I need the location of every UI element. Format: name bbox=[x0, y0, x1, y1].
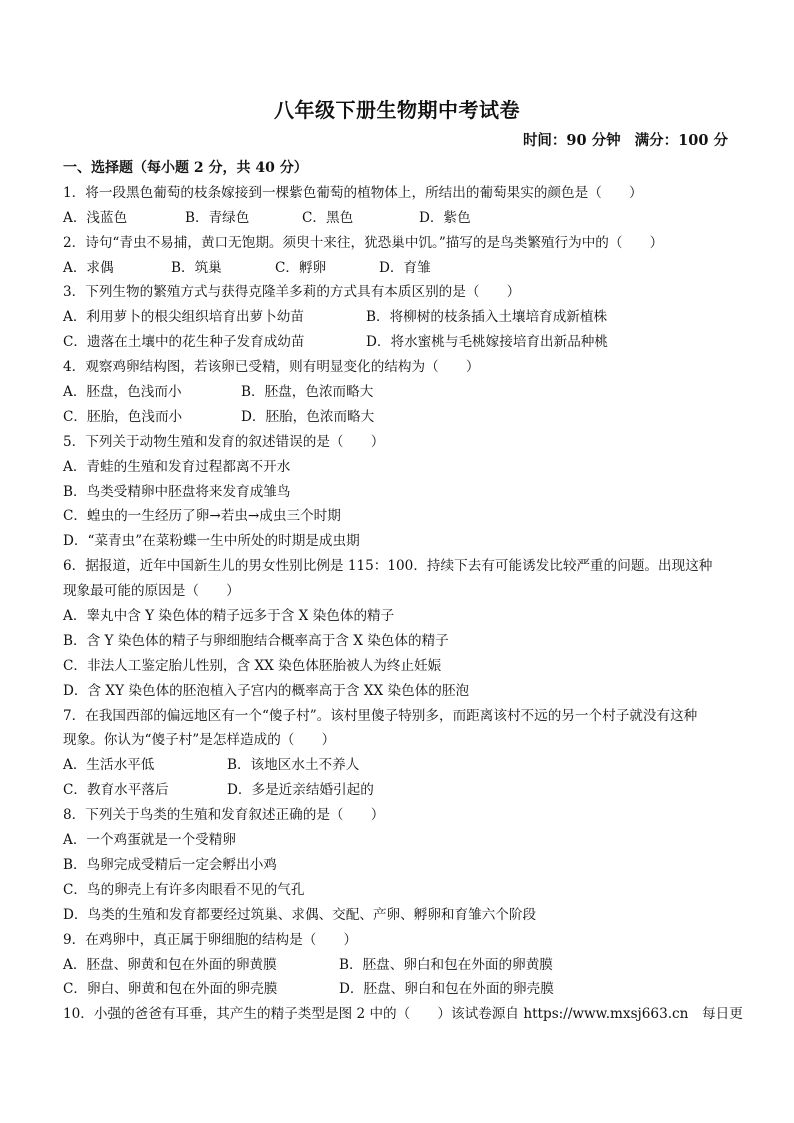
option-d: D．胚盘、卵白和包在外面的卵壳膜 bbox=[339, 981, 554, 998]
option-a: A．胚盘，色浅而小 bbox=[63, 384, 182, 401]
question-5-option-c: C．蝗虫的一生经历了卵→若虫→成虫三个时期 bbox=[63, 508, 341, 525]
question-7-options-row1 bbox=[63, 753, 733, 778]
exam-time-score bbox=[523, 131, 728, 151]
option-c: C．孵卵 bbox=[275, 259, 327, 276]
question-8-option-a: A．一个鸡蛋就是一个受精卵 bbox=[63, 832, 236, 849]
question-5-option-a: A．青蛙的生殖和发育过程都离不开水 bbox=[63, 458, 291, 475]
option-d: D．将水蜜桃与毛桃嫁接培育出新品种桃 bbox=[366, 334, 608, 351]
question-4-options-row2 bbox=[63, 405, 733, 430]
question-3-options-row2 bbox=[63, 330, 733, 355]
question-6-option-c: C．非法人工鉴定胎儿性别，含 XX 染色体胚胎被人为终止妊娠 bbox=[63, 657, 442, 674]
option-b: B．将柳树的枝条插入土壤培育成新植株 bbox=[366, 309, 608, 326]
option-b: B．青绿色 bbox=[185, 209, 250, 226]
question-6-stem-line1: 6．据报道，近年中国新生儿的男女性别比例是 115：100．持续下去有可能诱发比较严重的问题。出现这种 bbox=[63, 558, 713, 575]
question-7-stem-line2: 现象。你认为“傻子村”是怎样造成的（ ） bbox=[63, 732, 336, 749]
question-8-stem: 8．下列关于鸟类的生殖和发育叙述正确的是（ ） bbox=[63, 807, 385, 824]
section-heading: 一、选择题（每小题 2 分，共 40 分） bbox=[63, 160, 308, 176]
question-5-option-d: D．“菜青虫”在菜粉蝶一生中所处的时期是成虫期 bbox=[63, 533, 360, 550]
question-4-stem: 4．观察鸡卵结构图，若该卵已受精，则有明显变化的结构为（ ） bbox=[63, 359, 480, 376]
option-b: B．胚盘、卵白和包在外面的卵黄膜 bbox=[339, 956, 553, 973]
option-a: A．生活水平低 bbox=[63, 757, 155, 774]
question-7-options-row2 bbox=[63, 778, 733, 803]
question-7-stem-line1: 7．在我国西部的偏远地区有一个“傻子村”。该村里傻子特别多，而距离该村不远的另一个村子就没有这种 bbox=[63, 707, 698, 724]
question-6-option-a: A．睾丸中含 Y 染色体的精子远多于含 X 染色体的精子 bbox=[63, 608, 395, 625]
option-c: C．胚胎，色浅而小 bbox=[63, 408, 183, 425]
option-d: D．胚胎，色浓而略大 bbox=[241, 408, 375, 425]
exam-title: 八年级下册生物期中考试卷 bbox=[274, 98, 520, 122]
exam-content bbox=[63, 156, 743, 1027]
question-2-options bbox=[63, 256, 733, 281]
option-d: D．育雏 bbox=[379, 259, 431, 276]
question-1-options bbox=[63, 206, 733, 231]
exam-score: 满分：100 分 bbox=[634, 132, 728, 149]
question-2-stem: 2．诗句“青虫不易捕，黄口无饱期。须臾十来往，犹恐巢中饥。”描写的是鸟类繁殖行为中的（ ） bbox=[63, 234, 664, 251]
question-1-stem: 1．将一段黑色葡萄的枝条嫁接到一棵紫色葡萄的植物体上，所结出的葡萄果实的颜色是（ ） bbox=[63, 184, 643, 201]
option-b: B．该地区水土不养人 bbox=[227, 757, 360, 774]
option-c: C．教育水平落后 bbox=[63, 782, 169, 799]
question-8-option-d: D．鸟类的生殖和发育都要经过筑巢、求偶、交配、产卵、孵卵和育雏六个阶段 bbox=[63, 906, 537, 923]
option-a: A．浅蓝色 bbox=[63, 209, 128, 226]
option-b: B．胚盘，色浓而略大 bbox=[241, 384, 374, 401]
question-6-stem-line2: 现象最可能的原因是（ ） bbox=[63, 583, 240, 600]
question-9-stem: 9．在鸡卵中，真正属于卵细胞的结构是（ ） bbox=[63, 931, 358, 948]
option-a: A．利用萝卜的根尖组织培育出萝卜幼苗 bbox=[63, 309, 304, 326]
option-c: C．卵白、卵黄和包在外面的卵壳膜 bbox=[63, 981, 278, 998]
question-3-options-row1 bbox=[63, 305, 733, 330]
question-9-options-row2 bbox=[63, 977, 733, 1002]
option-c: C．遗落在土壤中的花生种子发育成幼苗 bbox=[63, 334, 305, 351]
exam-time: 时间：90 分钟 bbox=[522, 132, 621, 149]
question-4-options-row1 bbox=[63, 380, 733, 405]
question-8-option-c: C．鸟的卵壳上有许多肉眼看不见的气孔 bbox=[63, 881, 305, 898]
option-c: C．黑色 bbox=[302, 209, 354, 226]
question-10-stem: 10．小强的爸爸有耳垂，其产生的精子类型是图 2 中的（ ）该试卷源自 https://www.mxsj663.cn 每日更 bbox=[63, 1006, 743, 1023]
option-b: B．筑巢 bbox=[171, 259, 222, 276]
question-5-option-b: B．鸟类受精卵中胚盘将来发育成雏鸟 bbox=[63, 483, 291, 500]
question-6-option-b: B．含 Y 染色体的精子与卵细胞结合概率高于含 X 染色体的精子 bbox=[63, 632, 449, 649]
option-a: A．求偶 bbox=[63, 259, 114, 276]
question-9-options-row1 bbox=[63, 953, 733, 978]
question-8-option-b: B．鸟卵完成受精后一定会孵出小鸡 bbox=[63, 856, 277, 873]
question-6-option-d: D．含 XY 染色体的胚泡植入子宫内的概率高于含 XX 染色体的胚泡 bbox=[63, 682, 470, 699]
option-d: D．多是近亲结婚引起的 bbox=[227, 782, 374, 799]
question-3-stem: 3．下列生物的繁殖方式与获得克隆羊多莉的方式具有本质区别的是（ ） bbox=[63, 284, 521, 301]
question-5-stem: 5．下列关于动物生殖和发育的叙述错误的是（ ） bbox=[63, 433, 385, 450]
option-d: D．紫色 bbox=[419, 209, 471, 226]
option-a: A．胚盘、卵黄和包在外面的卵黄膜 bbox=[63, 956, 277, 973]
